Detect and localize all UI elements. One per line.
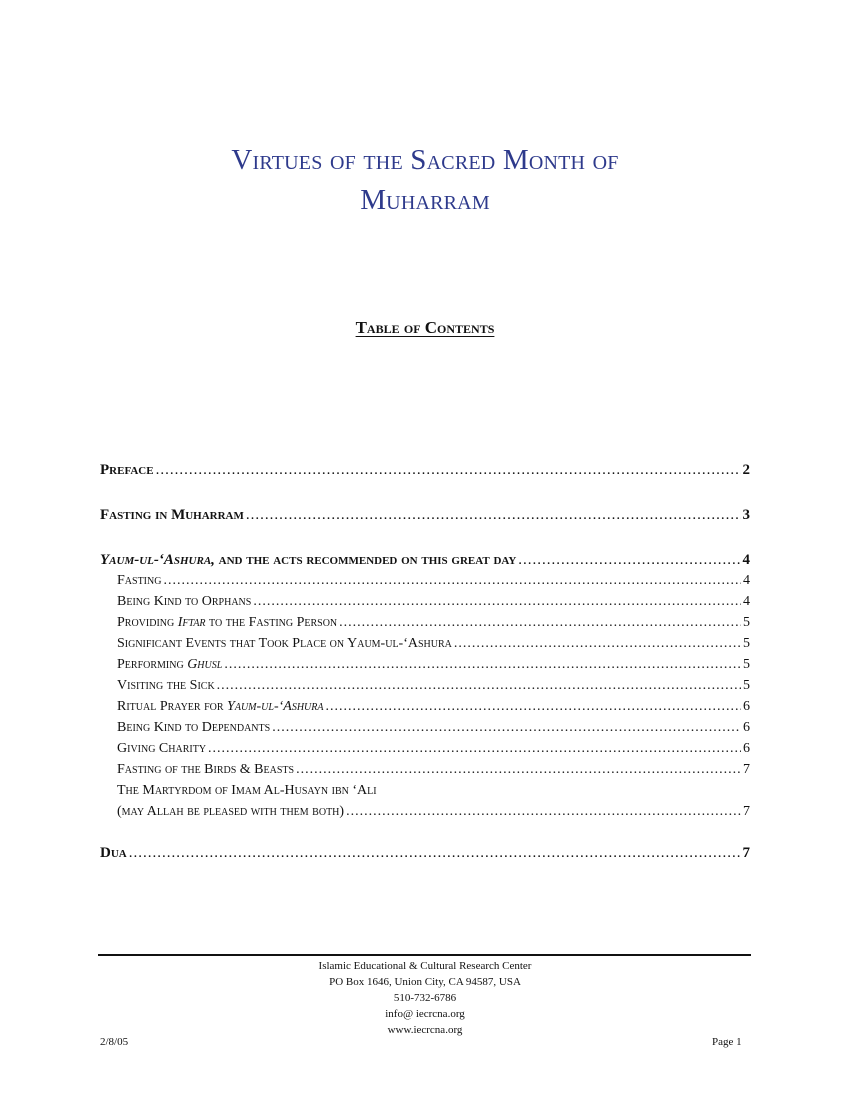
toc-entry-yaum-ul-ashura[interactable]: Yaum-ul-‘Ashura, and the acts recommended on this great day ..... 4 [100, 552, 750, 574]
toc-entry-fasting-in-muharram[interactable]: Fasting in Muharram ..... 3 [100, 507, 750, 529]
document-title [0, 140, 850, 220]
toc-page-number: 5 [743, 636, 750, 651]
title-line-1: Virtues of the Sacred Month of [231, 144, 619, 176]
toc-entry-orphans[interactable]: Being Kind to Orphans ..... 4 [100, 594, 750, 616]
footer-date: 2/8/05 [100, 1036, 129, 1048]
footer-page-number: Page 1 [712, 1036, 742, 1048]
toc-entry-birds-beasts[interactable]: Fasting of the Birds & Beasts ..... 7 [100, 762, 750, 784]
toc-entry-ghusl[interactable]: Performing Ghusl ..... 5 [100, 657, 750, 679]
footer-email[interactable]: info@ iecrcna.org [385, 1008, 465, 1020]
toc-page-number: 5 [743, 615, 750, 630]
footer-website[interactable]: www.iecrcna.org [387, 1024, 463, 1036]
toc-entry-martyrdom-cont[interactable]: (may Allah be pleased with them both) ..... 7 [100, 804, 750, 826]
toc-entry-fasting[interactable]: Fasting ..... 4 [100, 573, 750, 595]
footer-phone: 510-732-6786 [393, 992, 457, 1004]
toc-page-number: 5 [743, 657, 750, 672]
toc-entry-ritual-prayer[interactable]: Ritual Prayer for Yaum-ul-‘Ashura ..... 6 [100, 699, 750, 721]
footer-divider [98, 954, 751, 956]
toc-page-number: 3 [742, 507, 750, 523]
footer-address: PO Box 1646, Union City, CA 94587, USA [329, 976, 521, 988]
toc-page-number: 6 [743, 699, 750, 714]
toc-entry-dua[interactable]: Dua ..... 7 [100, 845, 750, 867]
toc-entry-visiting-sick[interactable]: Visiting the Sick ..... 5 [100, 678, 750, 700]
toc-page-number: 7 [743, 804, 750, 819]
toc-page-number: 4 [743, 573, 750, 588]
toc-entry-martyrdom[interactable]: The Martyrdom of Imam Al-Husayn ibn ‘Ali [117, 783, 377, 798]
toc-page-number: 2 [742, 462, 750, 478]
toc-page-number: 5 [743, 678, 750, 693]
toc-entry-significant-events[interactable]: Significant Events that Took Place on Yaum-ul-‘Ashura ..... 5 [100, 636, 750, 658]
title-line-2: Muharram [360, 184, 490, 216]
toc-page-number: 7 [742, 845, 750, 861]
toc-page-number: 6 [743, 720, 750, 735]
toc-page-number: 4 [742, 552, 750, 568]
footer-org: Islamic Educational & Cultural Research Center [318, 960, 532, 972]
toc-heading: Table of Contents [355, 318, 495, 337]
toc-page-number: 6 [743, 741, 750, 756]
toc-entry-charity[interactable]: Giving Charity ..... 6 [100, 741, 750, 763]
footer [0, 958, 850, 1038]
toc-entry-iftar[interactable]: Providing Iftar to the Fasting Person ..... 5 [100, 615, 750, 637]
toc-page-number: 7 [743, 762, 750, 777]
toc-entry-preface[interactable]: Preface ..... 2 [100, 462, 750, 484]
toc-page-number: 4 [743, 594, 750, 609]
toc-entry-dependants[interactable]: Being Kind to Dependants ..... 6 [100, 720, 750, 742]
